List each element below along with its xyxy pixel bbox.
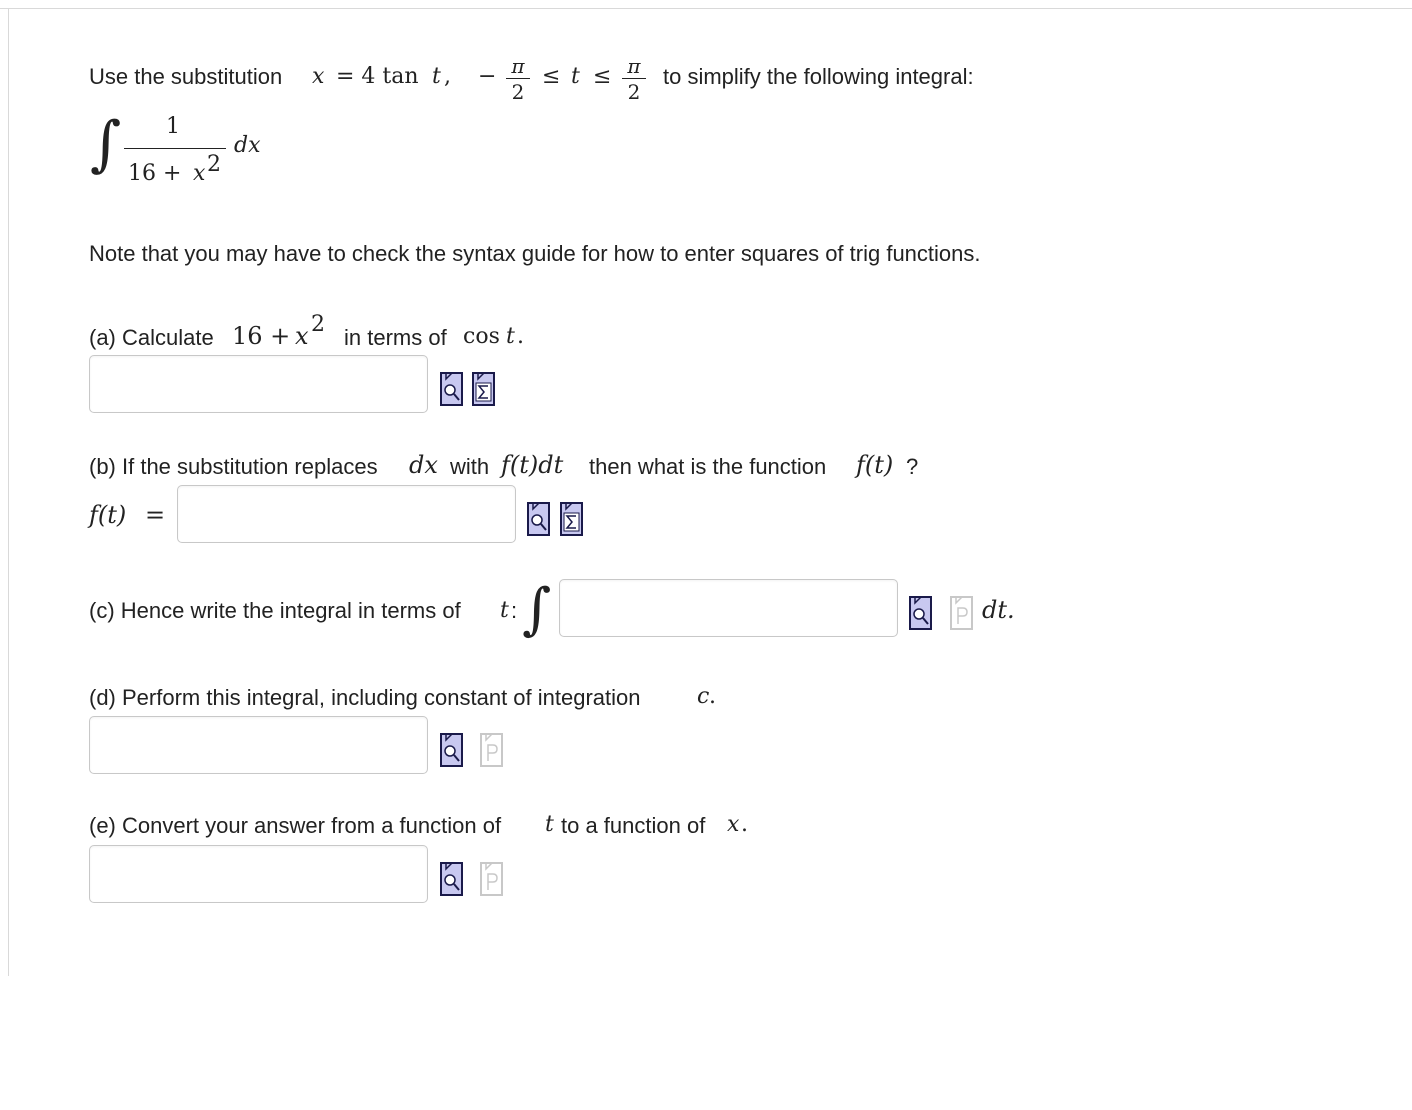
part-b-answer-input[interactable] bbox=[177, 485, 516, 543]
intro-t: t bbox=[571, 64, 580, 89]
part-d-c: c bbox=[697, 684, 710, 709]
part-c-t: t bbox=[500, 598, 509, 623]
intro-frac-right bbox=[622, 56, 646, 102]
frac-right-num: π bbox=[627, 54, 641, 78]
integral-fraction-bar bbox=[124, 148, 226, 149]
part-a-expr-exp: 2 bbox=[311, 312, 325, 337]
intro-sub-var: t bbox=[432, 64, 441, 89]
frac-left-num: π bbox=[511, 54, 525, 78]
frac-left-bar bbox=[506, 78, 530, 79]
part-e-t: t bbox=[545, 812, 554, 837]
frac-left-den: 2 bbox=[511, 80, 525, 104]
frac-right-den: 2 bbox=[627, 80, 641, 104]
part-a-cos: cos bbox=[463, 324, 500, 349]
part-b-eq: = bbox=[145, 501, 166, 529]
integral-den-const: 16 + bbox=[128, 161, 182, 186]
part-a-expr-const: 16 + bbox=[232, 322, 291, 350]
intro-lead: Use the substitution bbox=[89, 64, 283, 89]
part-a-answer-input[interactable] bbox=[89, 355, 428, 413]
part-a-t: t bbox=[506, 324, 515, 349]
part-e-answer-input[interactable] bbox=[89, 845, 428, 903]
part-c-colon: : bbox=[511, 598, 518, 623]
part-e-prefix: (e) Convert your answer from a function of bbox=[89, 813, 502, 838]
part-d-prefix: (d) Perform this integral, including constant of integration bbox=[89, 685, 641, 710]
preview-magnifier-icon[interactable] bbox=[440, 733, 463, 767]
intro-frac-left bbox=[506, 56, 530, 102]
part-b-lhs: f(t) bbox=[89, 501, 127, 529]
intro-sub-lhs: x bbox=[312, 64, 325, 89]
preview-magnifier-icon[interactable] bbox=[527, 502, 550, 536]
part-e-period: . bbox=[741, 812, 748, 837]
part-b-mid: then what is the function bbox=[589, 454, 827, 479]
part-e-mid: to a function of bbox=[561, 813, 706, 838]
preview-magnifier-icon[interactable] bbox=[909, 596, 932, 630]
disabled-page-icon bbox=[950, 596, 973, 630]
disabled-page-icon bbox=[480, 733, 503, 767]
part-b-prefix: (b) If the substitution replaces bbox=[89, 454, 378, 479]
intro-le1: ≤ bbox=[542, 64, 561, 89]
disabled-page-icon bbox=[480, 862, 503, 896]
intro-le2: ≤ bbox=[593, 64, 612, 89]
part-b-ftdt: f(t)dt bbox=[501, 451, 564, 479]
part-a-mid: in terms of bbox=[344, 325, 447, 350]
part-b-question: ? bbox=[906, 454, 919, 479]
part-b-with: with bbox=[450, 454, 490, 479]
part-b-ft: f(t) bbox=[856, 451, 894, 479]
part-a-expr-var: x bbox=[295, 322, 309, 350]
part-c-integral-sign: ∫ bbox=[522, 577, 552, 642]
integral-numerator: 1 bbox=[166, 114, 180, 139]
preview-magnifier-icon[interactable] bbox=[440, 372, 463, 406]
part-a-period: . bbox=[517, 324, 524, 349]
part-e-x: x bbox=[727, 812, 740, 837]
preview-magnifier-icon[interactable] bbox=[440, 862, 463, 896]
syntax-note: Note that you may have to check the syntax guide for how to enter squares of trig functions. bbox=[89, 241, 981, 266]
part-c-dt: dt. bbox=[982, 596, 1015, 624]
part-b-dx: dx bbox=[409, 451, 438, 479]
equation-sigma-icon[interactable] bbox=[560, 502, 583, 536]
part-d-answer-input[interactable] bbox=[89, 716, 428, 774]
part-a-prefix: (a) Calculate bbox=[89, 325, 214, 350]
integral-den-exp: 2 bbox=[207, 152, 221, 177]
frame-top-border bbox=[0, 8, 1412, 9]
equation-sigma-icon[interactable] bbox=[472, 372, 495, 406]
frame-left-border bbox=[8, 8, 9, 976]
part-c-prefix: (c) Hence write the integral in terms of bbox=[89, 598, 461, 623]
intro-range-minus: − bbox=[478, 64, 497, 89]
intro-sub-eq: = 4 tan bbox=[336, 64, 419, 89]
integral-den-var: x bbox=[193, 161, 206, 186]
part-c-answer-input[interactable] bbox=[559, 579, 898, 637]
frac-right-bar bbox=[622, 78, 646, 79]
integral-sign: ∫ bbox=[90, 109, 122, 179]
part-d-period: . bbox=[709, 684, 716, 709]
integral-dx: dx bbox=[234, 133, 261, 158]
intro-comma: , bbox=[444, 64, 451, 89]
intro-tail: to simplify the following integral: bbox=[663, 64, 974, 89]
